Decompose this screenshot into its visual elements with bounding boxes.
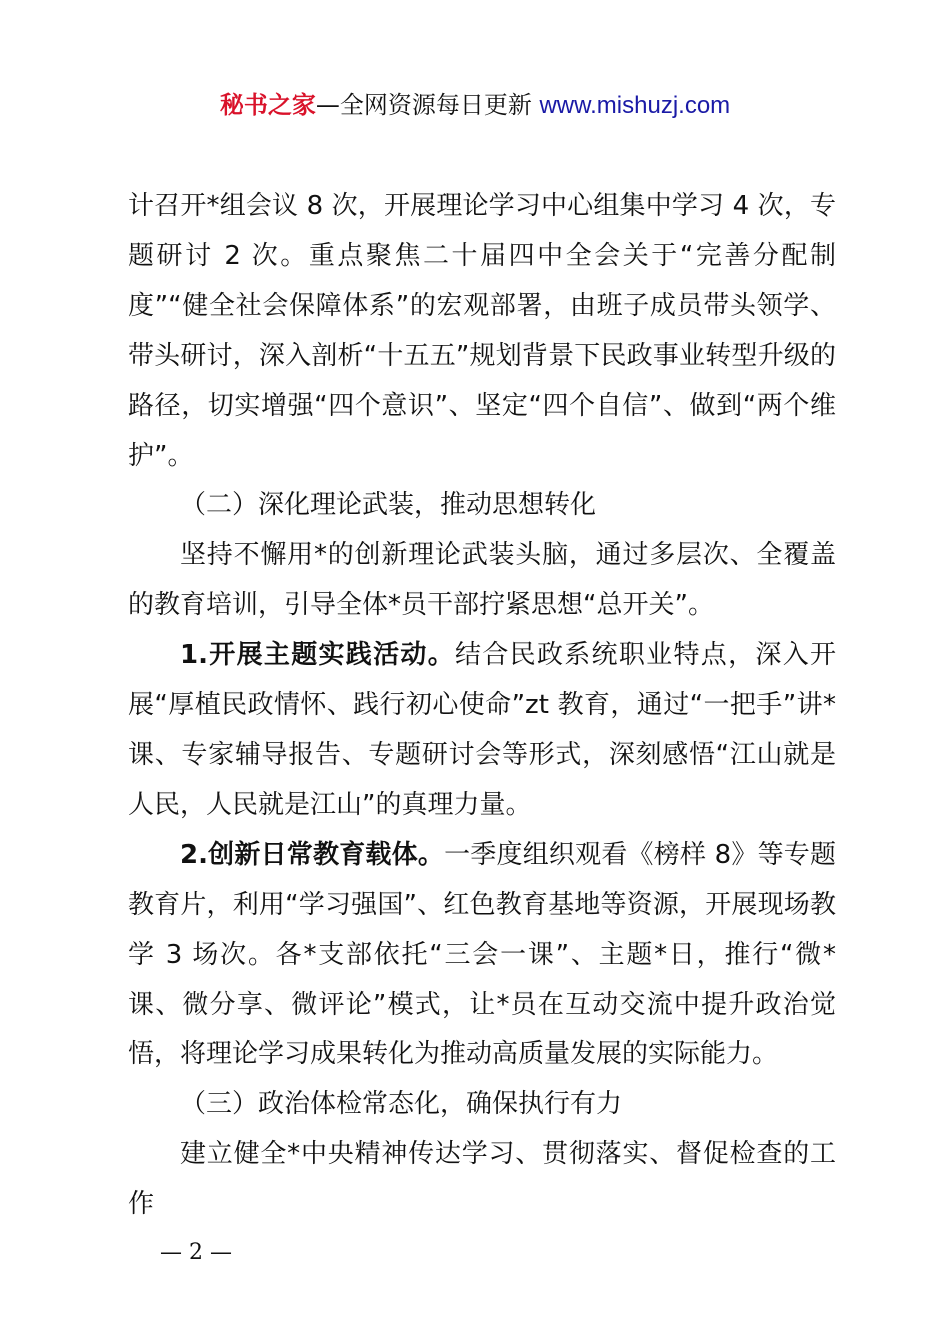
paragraph-item-2 [128, 831, 836, 1081]
site-url[interactable]: www.mishuzj.com [539, 92, 731, 119]
page-number: — 2 — [160, 1240, 232, 1265]
paragraph: 建立健全*中央精神传达学习、贯彻落实、督促检查的工作 [128, 1139, 836, 1220]
section-heading-2: （二）深化理论武装，推动思想转化 [180, 490, 597, 521]
item-1-lead: 1.开展主题实践活动。 [180, 640, 456, 671]
banner-tagline: —全网资源每日更新 [315, 91, 532, 119]
document-body [128, 182, 836, 1230]
site-banner [0, 88, 950, 123]
paragraph-item-1 [128, 631, 836, 831]
item-2-lead: 2.创新日常教育载体。 [180, 839, 445, 870]
section-heading-3: （三）政治体检常态化，确保执行有力 [180, 1089, 623, 1120]
paragraph: 坚持不懈用*的创新理论武装头脑，通过多层次、全覆盖的教育培训，引导全体*员干部拧紧思想“总开关”。 [128, 540, 836, 621]
paragraph-continuation: 计召开*组会议 8 次，开展理论学习中心组集中学习 4 次，专题研讨 2 次。重点聚焦二十届四中全会关于“完善分配制度”“健全社会保障体系”的宏观部署，由班子成员带头领学、带头研讨，深入剖析“十五五”规划背景下民政事业转型升级的路径，切实增强“四个意识”、坚定“四个自信”、做到“两个维护”。 [128, 191, 836, 471]
item-2-text: 一季度组织观看《榜样 8》等专题教育片，利用“学习强国”、红色教育基地等资源，开展现场教学 3 场次。各*支部依托“三会一课”、主题*日，推行“微*课、微分享、微评论”模式，让*员在互动交流中提升政治觉悟，将理论学习成果转化为推动高质量发展的实际能力。 [128, 839, 837, 1070]
brand-name: 秘书之家 [219, 91, 316, 119]
item-1-text: 结合民政系统职业特点，深入开展“厚植民政情怀、践行初心使命”zt 教育，通过“一把手”讲*课、专家辅导报告、专题研讨会等形式，深刻感悟“江山就是人民，人民就是江山”的真理力量。 [128, 640, 836, 820]
